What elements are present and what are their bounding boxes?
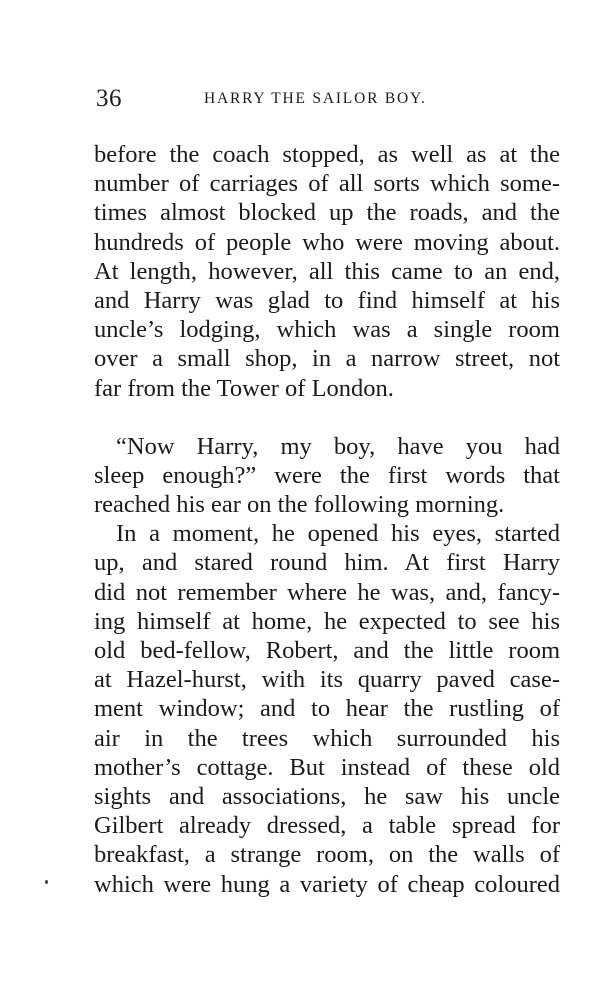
- paragraph: [94, 140, 560, 403]
- text-line: before the coach stopped, as well as at the: [94, 141, 560, 168]
- running-title: HARRY THE SAILOR BOY.: [204, 90, 427, 107]
- text-line: breakfast, a strange room, on the walls of: [94, 841, 560, 869]
- text-line: air in the trees which surrounded his: [94, 724, 560, 752]
- text-line: times almost blocked up the roads, and the: [94, 199, 560, 227]
- text-line: sleep enough?” were the first words that: [94, 461, 560, 489]
- ink-speck: [45, 880, 48, 884]
- text-line: number of carriages of all sorts which some-: [94, 170, 560, 198]
- text-line: mother’s cottage. But instead of these old: [94, 753, 560, 781]
- paragraph-break: [94, 403, 560, 432]
- text-line: reached his ear on the following morning.: [94, 491, 505, 519]
- text-line: and Harry was glad to find himself at his: [94, 286, 560, 314]
- text-line: at Hazel-hurst, with its quarry paved case-: [94, 666, 560, 694]
- text-line: “Now Harry, my boy, have you had: [116, 432, 560, 460]
- text-line: old bed-fellow, Robert, and the little room: [94, 637, 560, 664]
- text-line: did not remember where he was, and, fancy-: [94, 578, 560, 606]
- text-line: At length, however, all this came to an end,: [94, 257, 560, 285]
- text-line: uncle’s lodging, which was a single room: [94, 316, 560, 344]
- text-line: far from the Tower of London.: [94, 374, 394, 402]
- text-line: sights and associations, he saw his uncle: [94, 782, 560, 810]
- text-line: ing himself at home, he expected to see his: [94, 607, 560, 635]
- body-text: [94, 140, 560, 899]
- paragraph: [94, 519, 560, 898]
- text-line: ment window; and to hear the rustling of: [94, 695, 560, 723]
- text-line: up, and stared round him. At first Harry: [94, 549, 560, 577]
- paragraph: [94, 432, 560, 520]
- text-line: Gilbert already dressed, a table spread for: [94, 812, 560, 840]
- text-line: which were hung a variety of cheap coloured: [94, 870, 560, 898]
- text-line: hundreds of people who were moving about.: [94, 228, 560, 256]
- text-line: over a small shop, in a narrow street, not: [94, 345, 560, 373]
- text-line: In a moment, he opened his eyes, started: [116, 520, 560, 548]
- running-head: [96, 84, 536, 114]
- page-number: 36: [96, 85, 122, 112]
